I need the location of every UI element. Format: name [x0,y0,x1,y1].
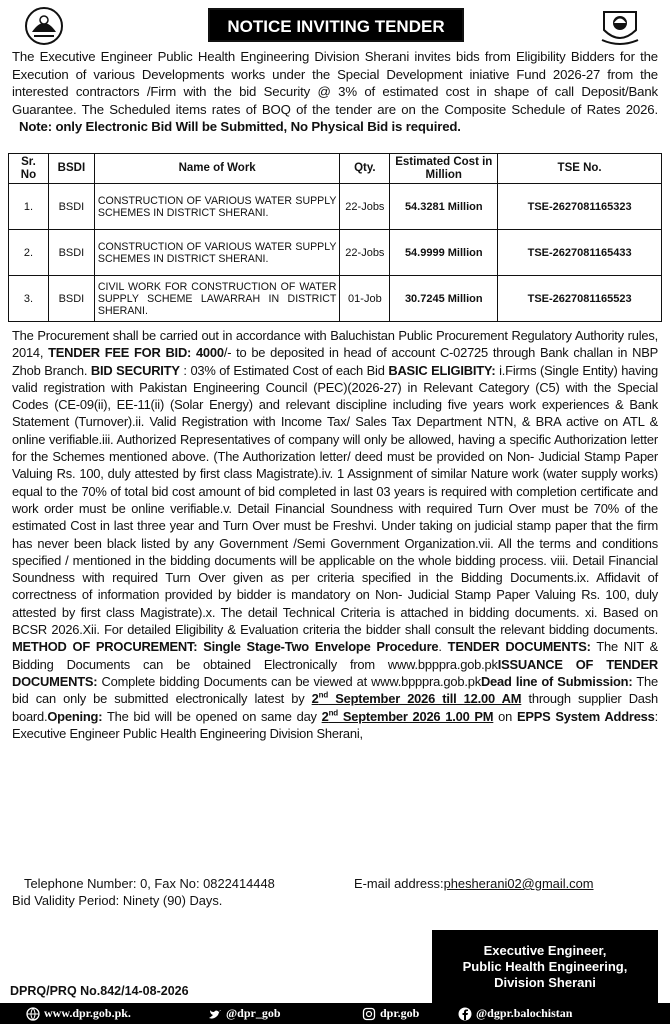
tender-documents-label: TENDER DOCUMENTS: [447,639,591,655]
email-link[interactable]: phesherani02@gmail.com [443,876,594,891]
footer-website[interactable] [26,1006,131,1021]
tender-fee-label: TENDER FEE FOR BID: 4000 [48,345,224,361]
body-text: /- to be deposited in head of account C-02725 through Bank challan in NBP Zhob Branch. [12,345,659,378]
table-row [9,276,662,322]
footer-facebook[interactable] [458,1006,572,1021]
table-row [9,230,662,276]
cell-tse: TSE-2627081165433 [498,230,662,276]
header-tse: TSE No. [498,154,662,184]
header-work: Name of Work [94,154,340,184]
twitter-icon [208,1007,222,1021]
issuance-label: ISSUANCE OF TENDER DOCUMENTS: [12,656,659,689]
signature-title: Executive Engineer, [483,943,607,958]
body-text: The bid will be opened on same day [102,708,322,724]
cell-work: CONSTRUCTION OF VARIOUS WATER SUPPLY SCHEMES IN DISTRICT SHERANI. [94,184,340,230]
intro-paragraph [12,48,658,136]
cell-work: CONSTRUCTION OF VARIOUS WATER SUPPLY SCHEMES IN DISTRICT SHERANI. [94,230,340,276]
opening-time: September 2026 1.00 PM [338,708,494,724]
instagram-icon [362,1007,376,1021]
website-text: www.dpr.gob.pk. [44,1006,131,1020]
footer-twitter[interactable] [208,1006,281,1021]
table-row [9,184,662,230]
signature-department: Public Health Engineering, [462,959,628,974]
deadline-label: Dead line of Submission: [480,673,633,689]
cell-cost: 54.9999 Million [390,230,498,276]
opening-date [322,709,494,724]
body-text: The bid can only be submitted electronically latest by [12,673,658,707]
intro-note: Note: only Electronic Bid Will be Submitted, No Physical Bid is required. [19,119,461,135]
body-text: . [438,639,448,655]
opening-suffix: nd [328,708,338,718]
signature-division: Division Sherani [494,975,596,990]
globe-icon [26,1007,40,1021]
cell-tse: TSE-2627081165523 [498,276,662,322]
deadline-date [312,691,522,706]
epps-label: EPPS System Address [516,708,655,724]
cell-qty: 01-Job [340,276,390,322]
header-sr: Sr. No [9,154,49,184]
eligibility-label: BASIC ELIGIBITY: [388,362,496,378]
deadline-time: September 2026 till 12.00 AM [328,691,522,707]
procurement-method: METHOD OF PROCUREMENT: Single Stage-Two Envelope Procedure [12,639,439,655]
cell-cost: 54.3281 Million [390,184,498,230]
cell-bsdi: BSDI [48,184,94,230]
phe-department-logo-icon [598,6,642,46]
cell-qty: 22-Jobs [340,184,390,230]
body-text: : 03% of Estimated Cost of each Bid [179,362,389,378]
cell-sr: 1. [9,184,49,230]
page-title: NOTICE INVITING TENDER [208,8,464,42]
deadline-day: 2 [311,691,319,707]
tender-details [12,327,658,742]
contact-block [12,875,658,909]
bid-security-label: BID SECURITY [90,362,180,378]
signature-block [432,930,658,1004]
opening-label: Opening: [47,708,103,724]
table-header-row [9,154,662,184]
cell-bsdi: BSDI [48,276,94,322]
body-text: on [493,708,517,724]
instagram-text: dpr.gob [380,1006,420,1020]
body-text: : Executive Engineer Public Health Engineering Division Sherani, [12,708,659,741]
government-emblem-icon [22,6,66,46]
body-text: Complete bidding Documents can be viewed at www.bpppra.gob.pk [97,673,481,689]
intro-text: The Executive Engineer Public Health Engineering Division Sherani invites bids from Eligibility Bidders for the Execution of various Developments works under the Special Development iniative Fund 2026-27 from the interested contractors /Firm with the bid Security @ 3% of estimated cost in shape of call Deposit/Bank Guarantee. The Scheduled items rates of BOQ of the tender are on the Composite Schedule of Rates 2026. [12,49,658,117]
facebook-icon [458,1007,472,1021]
email-label: E-mail address: [354,876,444,891]
cell-work: CIVIL WORK FOR CONSTRUCTION OF WATER SUPPLY SCHEME LAWARRAH IN DISTRICT SHERANI. [94,276,340,322]
cell-sr: 3. [9,276,49,322]
header-cost: Estimated Cost in Million [390,154,498,184]
cell-bsdi: BSDI [48,230,94,276]
header-qty: Qty. [340,154,390,184]
header-bsdi: BSDI [48,154,94,184]
facebook-text: @dgpr.balochistan [476,1006,573,1020]
cell-qty: 22-Jobs [340,230,390,276]
tender-table [8,153,662,322]
eligibility-text: i.Firms (Single Entity) having valid registration with Pakistan Engineering Council (PEC)(2026-27) in Relevant Category (C5) with the Special Codes (CE-09(ii), EE-11(ii) (Solar Energy) and relevant discipline including five years work experiences & Bank Statement (Turnover).ii. Valid Registration with Income Tax/ Sales Tax Department NTN, & BRA active on ATL & online verifiable.iii. Authorized Representatives of company will only be allowed, having a specific Authorization letter for the Schemes mentioned above. (The Authorization letter/ deed must be provided on Non- Judicial Stamp Paper Valuing Rs. 100, duly attested by first class Magistrate).iv. 1 Assignment of similar Nature work (water supply works) equal to the 70% of total bid cost amount of bid completed in last 03 years is required with completion certificate and work order must be online verifiable.v. Detail Financial Soundness with required Turn Over must be 70% of the estimated Cost in last three year and Turn Over must be Freshvi. Under taking on judicial stamp paper that the firm has never been black listed by any Government /Semi Government Organization.vii. All the terms and conditions specified / mentioned in the bidding documents will be applicable on the whole bidding process. viii. Detail Financial Soundness with required Turn Over given as per criteria specified in the Bidding Documents.ix. Affidavit of correctness of information provided by bidder is mandatory on Non- Judicial Stamp Paper Valuing Rs. 100, duly attested by first class Magistrate).x. The detail Technical Criteria is attached in bidding documents. xi. Based on BCSR 2026.Xii. For detailed Eligibility & Evaluation criteria the bidder shall consult the relevant bidding documents. [12,362,658,638]
bid-validity: Bid Validity Period: Ninety (90) Days. [12,893,223,908]
twitter-text: @dpr_gob [226,1006,281,1020]
reference-number: DPRQ/PRQ No.842/14-08-2026 [10,984,189,998]
deadline-suffix: nd [318,690,329,700]
cell-tse: TSE-2627081165323 [498,184,662,230]
cell-cost: 30.7245 Million [390,276,498,322]
footer-bar [0,1003,670,1024]
opening-day: 2 [321,708,329,724]
cell-sr: 2. [9,230,49,276]
phone-fax: Telephone Number: 0, Fax No: 0822414448 [24,876,275,891]
body-text: The NIT & Bidding Documents can be obtained Electronically from www.bpppra.gob.pk [12,639,659,672]
body-text: The Procurement shall be carried out in accordance with Baluchistan Public Procurement Regulatory Authority rules, 2014, [12,328,658,361]
footer-instagram[interactable] [362,1006,419,1021]
body-text: through supplier Dash board. [12,691,658,724]
